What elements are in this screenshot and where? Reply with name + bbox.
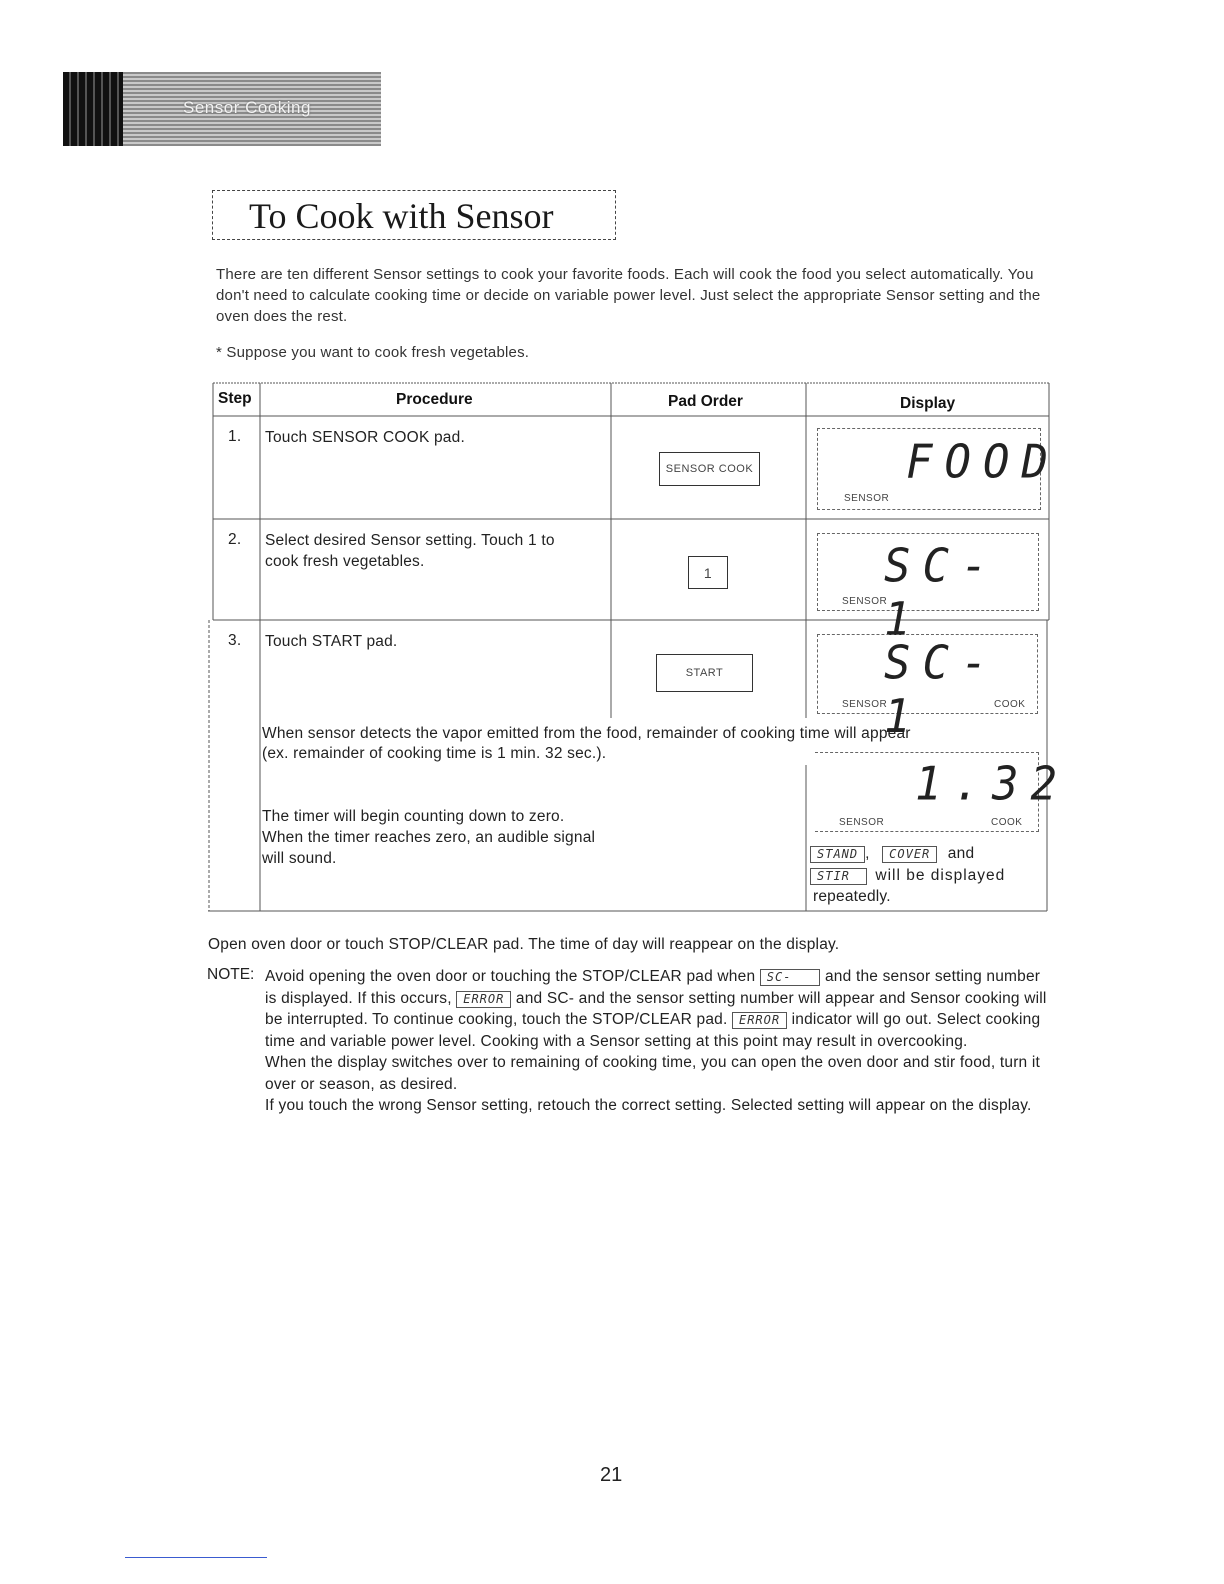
sc-indicator: SC-	[760, 969, 821, 986]
timer-display-panel	[815, 752, 1069, 832]
procedure-text: Touch SENSOR COOK pad.	[265, 429, 465, 446]
header-pad-order: Pad Order	[668, 393, 743, 410]
vapor-text: When sensor detects the vapor emitted from the food, remainder of cooking time will appear	[262, 725, 911, 742]
suppose-note: * Suppose you want to cook fresh vegetables.	[216, 344, 530, 361]
footer-rule	[125, 1557, 267, 1558]
step-number: 2.	[228, 531, 242, 548]
error-indicator: ERROR	[732, 1012, 787, 1029]
display-readout: SC- 1	[884, 539, 1000, 647]
note-text: and the sensor setting number is displayed. If this occurs,	[265, 968, 1041, 1007]
after-table-text: Open oven door or touch STOP/CLEAR pad. The time of day will reappear on the display.	[208, 936, 840, 953]
display-panel	[817, 634, 1038, 744]
procedure-text: Touch START pad.	[265, 633, 398, 650]
countdown-text: The timer will begin counting down to zero.	[262, 808, 565, 825]
comma: ,	[865, 845, 870, 862]
display-readout: FOOD	[906, 435, 1060, 490]
header-display: Display	[900, 395, 956, 412]
header-procedure: Procedure	[396, 391, 473, 408]
indicator-sequence	[810, 843, 974, 864]
page-number: 21	[600, 1464, 623, 1486]
vapor-text: (ex. remainder of cooking time is 1 min. 32 sec.).	[262, 745, 607, 762]
stand-indicator: STAND	[810, 846, 865, 863]
number-1-pad[interactable]: 1	[688, 556, 728, 589]
step-number: 1.	[228, 428, 242, 445]
error-indicator: ERROR	[456, 991, 511, 1008]
countdown-text: will sound.	[262, 850, 337, 867]
displayed-text: will be displayed	[875, 867, 1006, 884]
display-panel	[817, 428, 1060, 510]
note-text: and SC- and the sensor setting number will appear and Sensor cooking will be interrupted. To continue cooking, touch the STOP/CLEAR pad.	[265, 989, 1047, 1028]
procedure-text: Select desired Sensor setting. Touch 1 to	[265, 532, 555, 549]
intro-paragraph: There are ten different Sensor settings to cook your favorite foods. Each will cook the food you select automatically. You don't need to calculate cooking time or decide on variable power level. Just select the appropriate Sensor setting and the oven does the rest.	[216, 266, 1041, 325]
note-text: indicator will go out. Select cooking time and variable power level. Cooking with a Sensor setting at this point may result in overcooking.	[265, 1011, 1041, 1050]
note-paragraph: If you touch the wrong Sensor setting, retouch the correct setting. Selected setting will appear on the display.	[265, 1097, 1032, 1114]
display-cook-label: COOK	[991, 817, 1023, 828]
sensor-cook-pad[interactable]: SENSOR COOK	[659, 452, 760, 486]
section-label: Sensor Cooking	[183, 98, 311, 117]
procedure-text: cook fresh vegetables.	[265, 553, 425, 570]
start-pad[interactable]: START	[656, 654, 753, 692]
display-sensor-label: SENSOR	[844, 493, 890, 504]
note-body	[265, 966, 1047, 1117]
display-sensor-label: SENSOR	[842, 699, 888, 710]
indicator-sequence	[810, 865, 1005, 886]
page-title: To Cook with Sensor	[249, 196, 554, 236]
note-paragraph	[265, 966, 1047, 1052]
note-paragraph: When the display switches over to remaining of cooking time, you can open the oven door and stir food, turn it over or season, as desired.	[265, 1054, 1041, 1093]
stir-indicator: STIR	[810, 868, 867, 885]
and-text: and	[947, 845, 975, 862]
countdown-text: When the timer reaches zero, an audible signal	[262, 829, 596, 846]
repeatedly-text: repeatedly.	[813, 888, 891, 905]
display-readout: SC- 1	[884, 636, 1000, 744]
step-number: 3.	[228, 632, 242, 649]
header-step: Step	[218, 390, 252, 407]
timer-readout: 1.32	[915, 757, 1069, 812]
note-label: NOTE:	[207, 966, 255, 983]
display-sensor-label: SENSOR	[839, 817, 885, 828]
display-sensor-label: SENSOR	[842, 596, 888, 607]
note-text: Avoid opening the oven door or touching the STOP/CLEAR pad when	[265, 968, 756, 985]
cover-indicator: COVER	[882, 846, 937, 863]
display-panel	[817, 533, 1039, 647]
display-cook-label: COOK	[994, 699, 1026, 710]
